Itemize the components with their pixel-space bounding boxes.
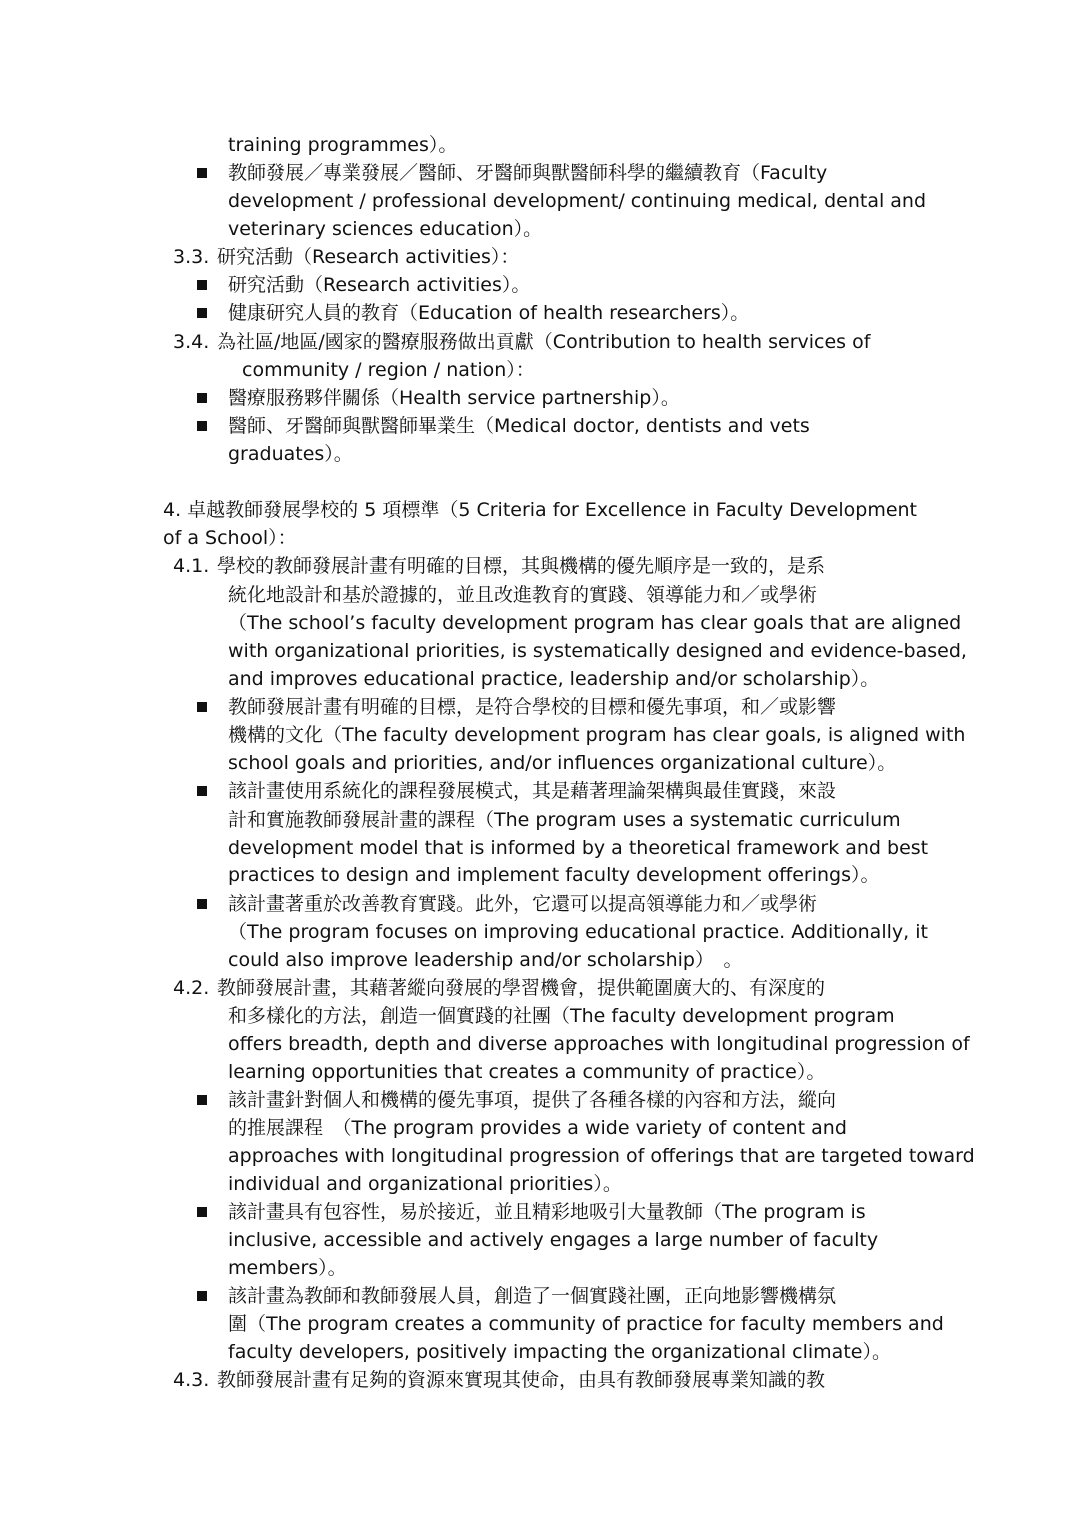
bullet-icon — [197, 702, 207, 712]
text-line: （The school’s faculty development program has clear goals that are aligned — [228, 612, 962, 634]
bullet-icon — [197, 393, 207, 403]
text-line: graduates）。 — [228, 443, 353, 465]
bullet-item: 該計畫具有包容性，易於接近，並且精彩地吸引大量教師（The program is — [228, 1201, 866, 1223]
section-number: 3.4. — [173, 331, 210, 353]
text-line: offers breadth, depth and diverse approaches with longitudinal progression of — [228, 1033, 970, 1055]
section-number: 4.2. — [173, 977, 210, 999]
section-number: 3.3. — [173, 246, 210, 268]
text-line: learning opportunities that creates a community of practice）。 — [228, 1061, 826, 1083]
text-line: 的推展課程 （The program provides a wide variety of content and — [228, 1117, 847, 1139]
section-heading: 教師發展計畫有足夠的資源來實現其使命，由具有教師發展專業知識的教 — [217, 1369, 826, 1391]
bullet-item: 該計畫著重於改善教育實踐。此外，它還可以提高領導能力和／或學術 — [228, 893, 818, 915]
bullet-item: 健康研究人員的教育（Education of health researchers）。 — [228, 302, 750, 324]
bullet-icon — [197, 308, 207, 318]
bullet-item: 該計畫針對個人和機構的優先事項，提供了各種各樣的內容和方法，縱向 — [228, 1089, 837, 1111]
section-number: 4.1. — [173, 555, 210, 577]
section-heading: 研究活動（Research activities）： — [217, 246, 520, 268]
text-line: and improves educational practice, leadership and/or scholarship）。 — [228, 668, 880, 690]
bullet-item: 該計畫使用系統化的課程發展模式，其是藉著理論架構與最佳實踐，來設 — [228, 780, 837, 802]
bullet-icon — [197, 280, 207, 290]
bullet-item: 教師發展／專業發展／醫師、牙醫師與獸醫師科學的繼續教育（Faculty — [228, 162, 828, 184]
text-line: development / professional development/ continuing medical, dental and — [228, 190, 927, 212]
text-line: of a School）： — [163, 527, 297, 549]
section-heading: 為社區/地區/國家的醫療服務做出貢獻（Contribution to health services of — [217, 331, 871, 353]
text-line: with organizational priorities, is systematically designed and evidence-based, — [228, 640, 967, 662]
bullet-icon — [197, 1095, 207, 1105]
text-line: practices to design and implement faculty development offerings）。 — [228, 864, 880, 886]
bullet-icon — [197, 899, 207, 909]
text-line: 統化地設計和基於證據的，並且改進教育的實踐、領導能力和／或學術 — [228, 584, 818, 606]
section-number: 4.3. — [173, 1369, 210, 1391]
bullet-icon — [197, 421, 207, 431]
bullet-item: 醫療服務夥伴關係（Health service partnership）。 — [228, 387, 680, 409]
text-line: 計和實施教師發展計畫的課程（The program uses a systematic curriculum — [228, 809, 901, 831]
bullet-icon — [197, 168, 207, 178]
text-line: 和多樣化的方法，創造一個實踐的社團（The faculty development program — [228, 1005, 895, 1027]
text-line: could also improve leadership and/or scholarship） 。 — [228, 949, 743, 971]
section-heading: 4. 卓越教師發展學校的 5 項標準（5 Criteria for Excellence in Faculty Development — [163, 499, 918, 521]
text-line: faculty developers, positively impacting the organizational climate）。 — [228, 1341, 891, 1363]
text-line: school goals and priorities, and/or influences organizational culture）。 — [228, 752, 897, 774]
text-line: inclusive, accessible and actively engages a large number of faculty — [228, 1229, 879, 1251]
text-line: approaches with longitudinal progression of offerings that are targeted toward — [228, 1145, 975, 1167]
bullet-item: 該計畫為教師和教師發展人員，創造了一個實踐社團，正向地影響機構氛 — [228, 1285, 837, 1307]
bullet-icon — [197, 1207, 207, 1217]
text-line: members）。 — [228, 1257, 347, 1279]
text-line: 機構的文化（The faculty development program has clear goals, is aligned with — [228, 724, 966, 746]
section-heading: 學校的教師發展計畫有明確的目標，其與機構的優先順序是一致的，是系 — [217, 555, 826, 577]
bullet-item: 醫師、牙醫師與獸醫師畢業生（Medical doctor, dentists and vets — [228, 415, 810, 437]
bullet-icon — [197, 786, 207, 796]
text-line: 圍（The program creates a community of practice for faculty members and — [228, 1313, 944, 1335]
text-line: individual and organizational priorities）。 — [228, 1173, 622, 1195]
section-heading: 教師發展計畫，其藉著縱向發展的學習機會，提供範圍廣大的、有深度的 — [217, 977, 826, 999]
text-line: veterinary sciences education）。 — [228, 218, 543, 240]
text-line: development model that is informed by a theoretical framework and best — [228, 837, 929, 859]
bullet-icon — [197, 1291, 207, 1301]
text-line: （The program focuses on improving educational practice. Additionally, it — [228, 921, 928, 943]
text-line: community / region / nation）： — [242, 359, 535, 381]
bullet-item: 教師發展計畫有明確的目標，是符合學校的目標和優先事項，和／或影響 — [228, 696, 837, 718]
text-line: training programmes）。 — [228, 134, 458, 156]
bullet-item: 研究活動（Research activities）。 — [228, 274, 531, 296]
